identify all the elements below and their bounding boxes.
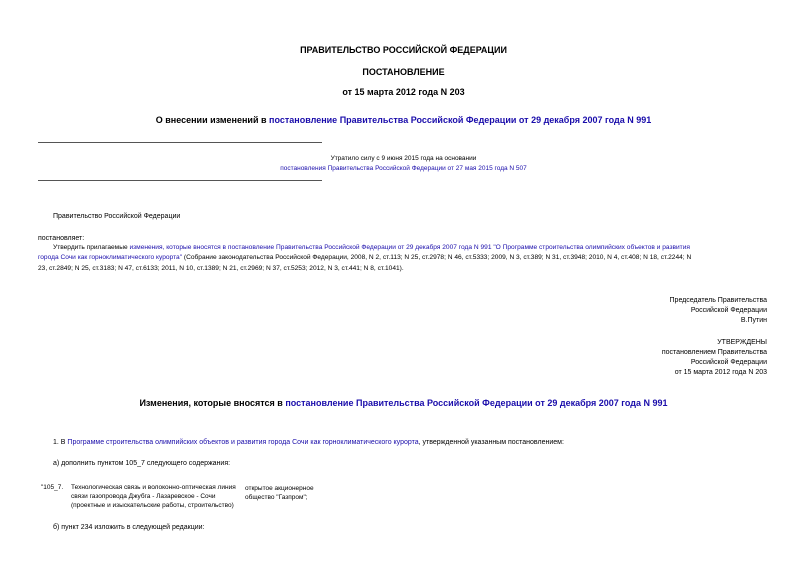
changes-title-prefix: Изменения, которые вносятся в	[139, 398, 286, 408]
approve-link[interactable]: изменения, которые вносятся в постановление Правительства Российской Федерации от 29 декабря 2007 года N 991 "О Программе строительства олимпийских объектов и развития	[129, 244, 690, 251]
approved-line3: Российской Федерации	[690, 359, 767, 366]
item1-suffix: , утвержденной указанным постановлением:	[418, 439, 564, 446]
signature-line2: Российской Федерации	[690, 307, 767, 314]
item1-prefix: 1. В	[53, 439, 68, 446]
approve-line1	[53, 243, 690, 252]
changes-title-link[interactable]: постановление Правительства Российской Федерации от 29 декабря 2007 года N 991	[285, 398, 668, 408]
table-desc-line2: связи газопровода Джубга - Лазаревское - Сочи	[71, 493, 216, 500]
body-decrees: постановляет:	[38, 235, 85, 242]
changes-item-a: а) дополнить пунктом 105_7 следующего содержания:	[53, 460, 231, 467]
changes-item-b: б) пункт 234 изложить в следующей редакции:	[53, 524, 205, 531]
table-num: "105_7.	[41, 484, 64, 491]
header-line3: от 15 марта 2012 года N 203	[342, 87, 465, 97]
table-org-line2: общество "Газпром";	[245, 494, 308, 501]
approve-line3: 23, ст.2849; N 25, ст.3183; N 47, ст.6133; 2011, N 10, ст.1389; N 21, ст.2969; N 37, ст.5253; 2012, N 3, ст.441; N 8, ст.1041).	[38, 265, 404, 272]
signature-line1: Председатель Правительства	[669, 297, 767, 304]
changes-item1	[53, 438, 564, 447]
table-desc-line1: Технологическая связь и волоконно-оптическая линия	[71, 484, 236, 491]
notice-line1: Утратило силу с 9 июня 2015 года на основании	[330, 155, 477, 162]
signature-line3: В.Путин	[740, 317, 767, 324]
approve-line2	[38, 253, 691, 262]
approve-line2-link[interactable]: города Сочи как горноклиматического курорта"	[38, 254, 183, 261]
table-org-line1: открытое акционерное	[245, 485, 314, 492]
header-line2: ПОСТАНОВЛЕНИЕ	[362, 67, 445, 77]
approved-line2: постановлением Правительства	[661, 349, 767, 356]
document-title	[0, 116, 807, 125]
notice-bottom-rule	[38, 180, 322, 181]
item1-link[interactable]: Программе строительства олимпийских объектов и развития города Сочи как горноклиматического курорта	[67, 439, 419, 446]
table-desc-line3: (проектные и изыскательские работы, строительство)	[71, 502, 234, 509]
approved-line4: от 15 марта 2012 года N 203	[674, 369, 767, 376]
approved-line1: УТВЕРЖДЕНЫ	[717, 339, 767, 346]
title-prefix: О внесении изменений в	[155, 115, 270, 125]
approve-prefix: Утвердить прилагаемые	[53, 244, 130, 251]
changes-title	[0, 399, 807, 408]
notice-top-rule	[38, 142, 322, 143]
approve-line2-rest: (Собрание законодательства Российской Федерации, 2008, N 2, ст.113; N 25, ст.2978; N 46, ст.5333; 2009, N 3, ст.389; N 31, ст.3948; 2010, N 4, ст.408; N 18, ст.2244; N	[182, 254, 692, 261]
notice-link[interactable]: постановления Правительства Российской Федерации от 27 мая 2015 года N 507	[280, 165, 527, 172]
header-line1: ПРАВИТЕЛЬСТВО РОССИЙСКОЙ ФЕДЕРАЦИИ	[300, 45, 507, 55]
body-government: Правительство Российской Федерации	[53, 213, 181, 220]
title-link[interactable]: постановление Правительства Российской Федерации от 29 декабря 2007 года N 991	[269, 115, 652, 125]
